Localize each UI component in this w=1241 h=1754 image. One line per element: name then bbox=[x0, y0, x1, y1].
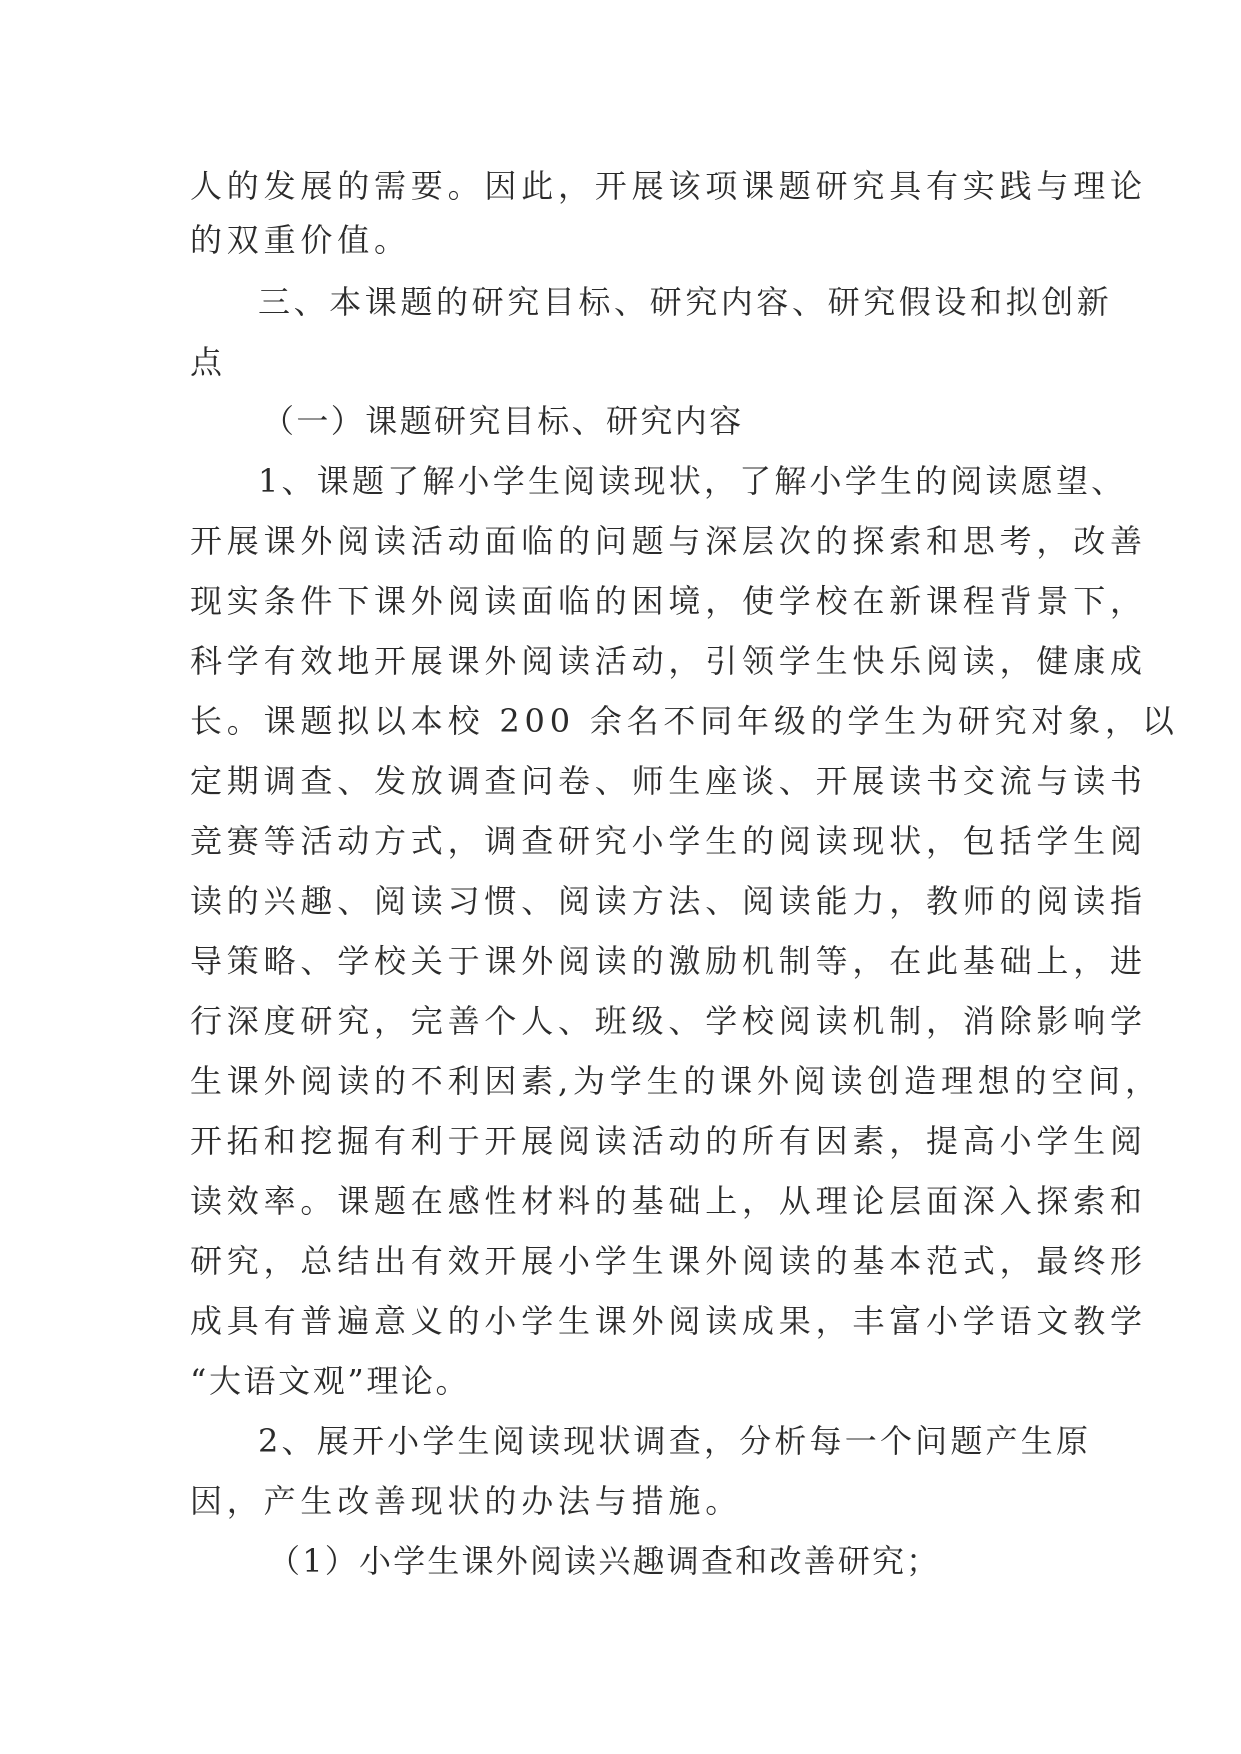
text-line: 1、课题了解小学生阅读现状，了解小学生的阅读愿望、 bbox=[258, 462, 1127, 500]
text-line: 导策略、学校关于课外阅读的激励机制等，在此基础上，进 bbox=[190, 942, 1147, 980]
text-line: 研究，总结出有效开展小学生课外阅读的基本范式，最终形 bbox=[190, 1242, 1147, 1280]
text-line: 定期调查、发放调查问卷、师生座谈、开展读书交流与读书 bbox=[190, 762, 1147, 800]
subsection-heading: （一）课题研究目标、研究内容 bbox=[262, 402, 744, 440]
text-line: 开展课外阅读活动面临的问题与深层次的探索和思考，改善 bbox=[190, 522, 1147, 560]
text-line: 人的发展的需要。因此，开展该项课题研究具有实践与理论 bbox=[190, 167, 1147, 205]
text-line: 现实条件下课外阅读面临的困境，使学校在新课程背景下， bbox=[190, 582, 1147, 620]
list-item: （1）小学生课外阅读兴趣调查和改善研究； bbox=[268, 1542, 941, 1580]
text-line: 2、展开小学生阅读现状调查，分析每一个问题产生原 bbox=[258, 1422, 1092, 1460]
text-line: 长。课题拟以本校 200 余名不同年级的学生为研究对象，以 bbox=[190, 702, 1179, 740]
text-line: 开拓和挖掘有利于开展阅读活动的所有因素，提高小学生阅 bbox=[190, 1122, 1147, 1160]
text-line: 成具有普遍意义的小学生课外阅读成果，丰富小学语文教学 bbox=[190, 1302, 1147, 1340]
text-line: 因，产生改善现状的办法与措施。 bbox=[190, 1482, 743, 1520]
section-heading: 三、本课题的研究目标、研究内容、研究假设和拟创新 bbox=[258, 283, 1113, 321]
text-line: 读的兴趣、阅读习惯、阅读方法、阅读能力，教师的阅读指 bbox=[190, 882, 1147, 920]
text-line: 读效率。课题在感性材料的基础上，从理论层面深入探索和 bbox=[190, 1182, 1147, 1220]
text-line: 科学有效地开展课外阅读活动，引领学生快乐阅读，健康成 bbox=[190, 642, 1147, 680]
text-line: 的双重价值。 bbox=[190, 221, 411, 259]
text-line: 竞赛等活动方式，调查研究小学生的阅读现状，包括学生阅 bbox=[190, 822, 1147, 860]
text-line: 生课外阅读的不利因素,为学生的课外阅读创造理想的空间， bbox=[190, 1062, 1162, 1100]
text-line: 行深度研究，完善个人、班级、学校阅读机制，消除影响学 bbox=[190, 1002, 1147, 1040]
text-line: “大语文观”理论。 bbox=[190, 1362, 471, 1400]
section-heading-continued: 点 bbox=[190, 343, 227, 381]
